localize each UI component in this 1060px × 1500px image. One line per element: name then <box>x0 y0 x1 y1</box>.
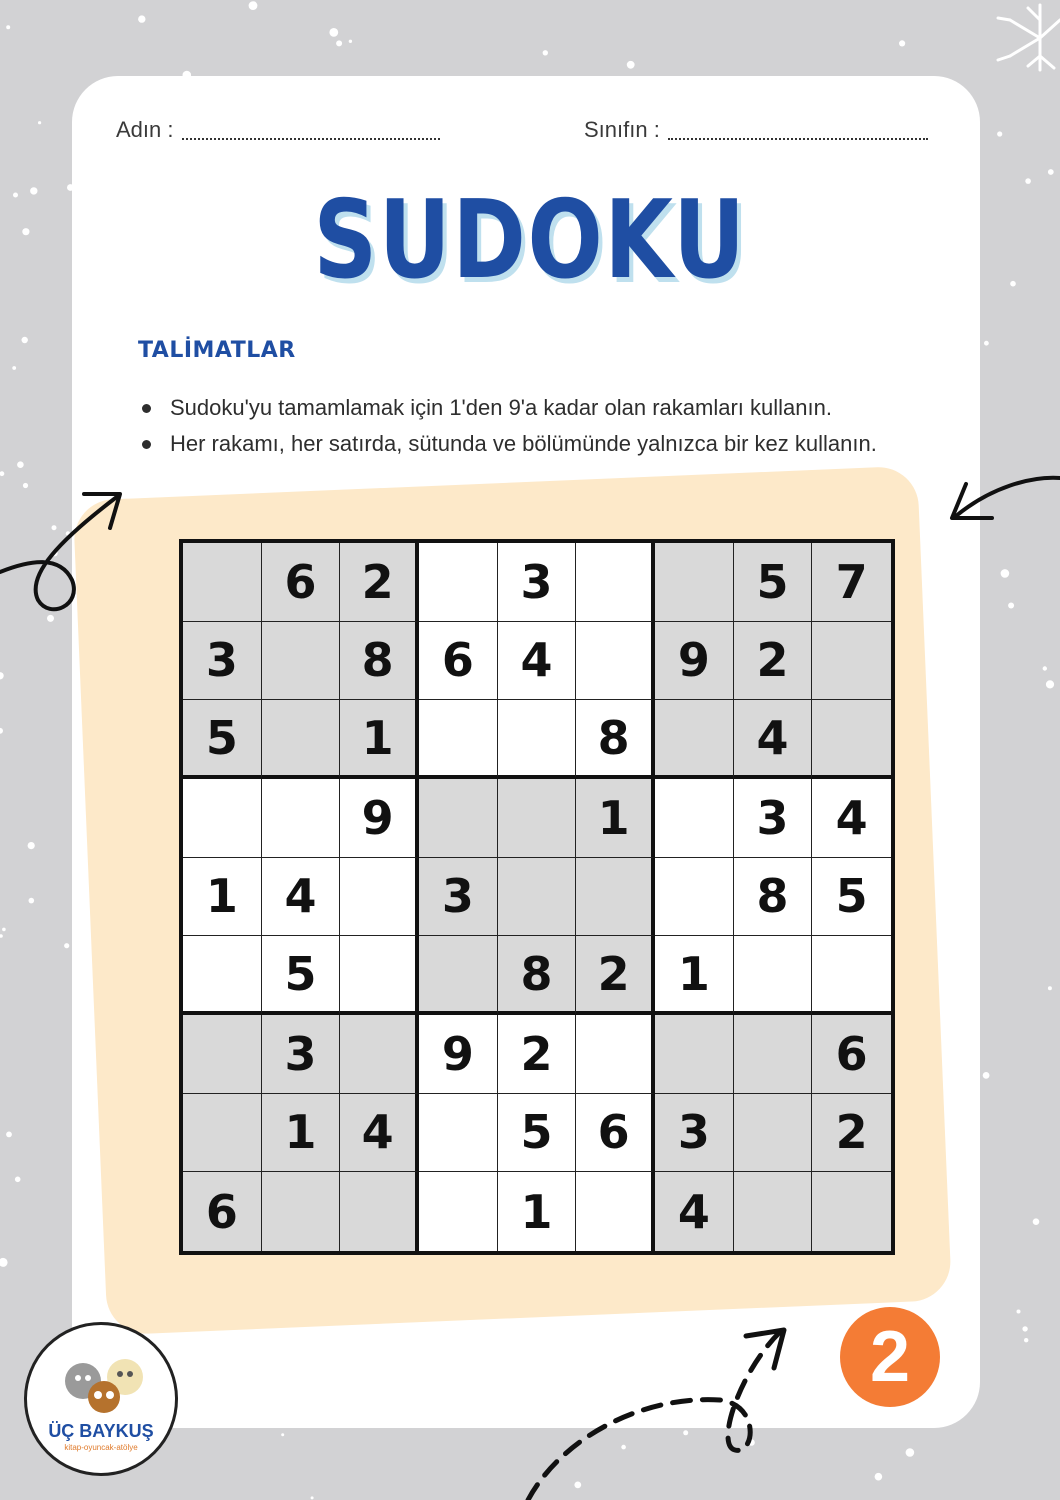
sudoku-given-cell: 6 <box>183 1172 262 1251</box>
sudoku-given-cell: 4 <box>262 858 341 937</box>
page-title: SUDOKU <box>313 178 747 303</box>
sudoku-given-cell: 9 <box>419 1015 498 1094</box>
sudoku-given-cell: 5 <box>183 700 262 779</box>
sudoku-given-cell: 9 <box>655 622 734 701</box>
sudoku-given-cell: 2 <box>576 936 655 1015</box>
class-label: Sınıfın : <box>584 117 660 142</box>
sudoku-given-cell: 3 <box>498 543 577 622</box>
sudoku-given-cell: 2 <box>734 622 813 701</box>
sudoku-given-cell: 2 <box>498 1015 577 1094</box>
sudoku-given-cell: 5 <box>812 858 891 937</box>
sudoku-given-cell: 8 <box>498 936 577 1015</box>
sudoku-given-cell: 5 <box>498 1094 577 1173</box>
name-label: Adın : <box>116 117 174 142</box>
sudoku-given-cell: 3 <box>183 622 262 701</box>
sudoku-given-cell: 4 <box>655 1172 734 1251</box>
sudoku-given-cell: 3 <box>262 1015 341 1094</box>
sudoku-given-cell: 3 <box>734 779 813 858</box>
sudoku-given-cell: 6 <box>262 543 341 622</box>
sudoku-given-cell: 6 <box>576 1094 655 1173</box>
sudoku-given-cell: 6 <box>419 622 498 701</box>
sudoku-given-cell: 4 <box>498 622 577 701</box>
sudoku-given-cell: 2 <box>812 1094 891 1173</box>
sudoku-given-cell: 7 <box>812 543 891 622</box>
sudoku-given-cell: 1 <box>576 779 655 858</box>
sudoku-given-cell: 6 <box>812 1015 891 1094</box>
sudoku-given-cell: 4 <box>340 1094 419 1173</box>
sudoku-given-cell: 8 <box>340 622 419 701</box>
instruction-item: Her rakamı, her satırda, sütunda ve bölümünde yalnızca bir kez kullanın. <box>140 426 877 462</box>
page-number-badge: 2 <box>840 1307 940 1407</box>
sudoku-given-cell: 4 <box>812 779 891 858</box>
sudoku-given-cell: 9 <box>340 779 419 858</box>
sudoku-given-cell: 1 <box>498 1172 577 1251</box>
sudoku-given-cell: 3 <box>655 1094 734 1173</box>
sudoku-given-cell: 8 <box>734 858 813 937</box>
sudoku-given-cell: 4 <box>734 700 813 779</box>
sudoku-given-cell: 8 <box>576 700 655 779</box>
sudoku-given-cell: 2 <box>340 543 419 622</box>
sudoku-given-cell: 5 <box>262 936 341 1015</box>
brand-logo <box>24 1322 178 1476</box>
instructions-heading: TALİMATLAR <box>138 338 296 363</box>
sudoku-given-cell: 1 <box>183 858 262 937</box>
instruction-item: Sudoku'yu tamamlamak için 1'den 9'a kadar olan rakamları kullanın. <box>140 390 877 426</box>
sudoku-given-cell: 1 <box>262 1094 341 1173</box>
brand-name: ÜÇ BAYKUŞ <box>48 1421 154 1441</box>
sudoku-given-cell: 1 <box>655 936 734 1015</box>
sudoku-given-cell: 5 <box>734 543 813 622</box>
brand-tagline: kitap-oyuncak-atölye <box>64 1443 138 1452</box>
owl-icon <box>27 1325 177 1425</box>
sudoku-given-cell: 3 <box>419 858 498 937</box>
sudoku-given-cell: 1 <box>340 700 419 779</box>
